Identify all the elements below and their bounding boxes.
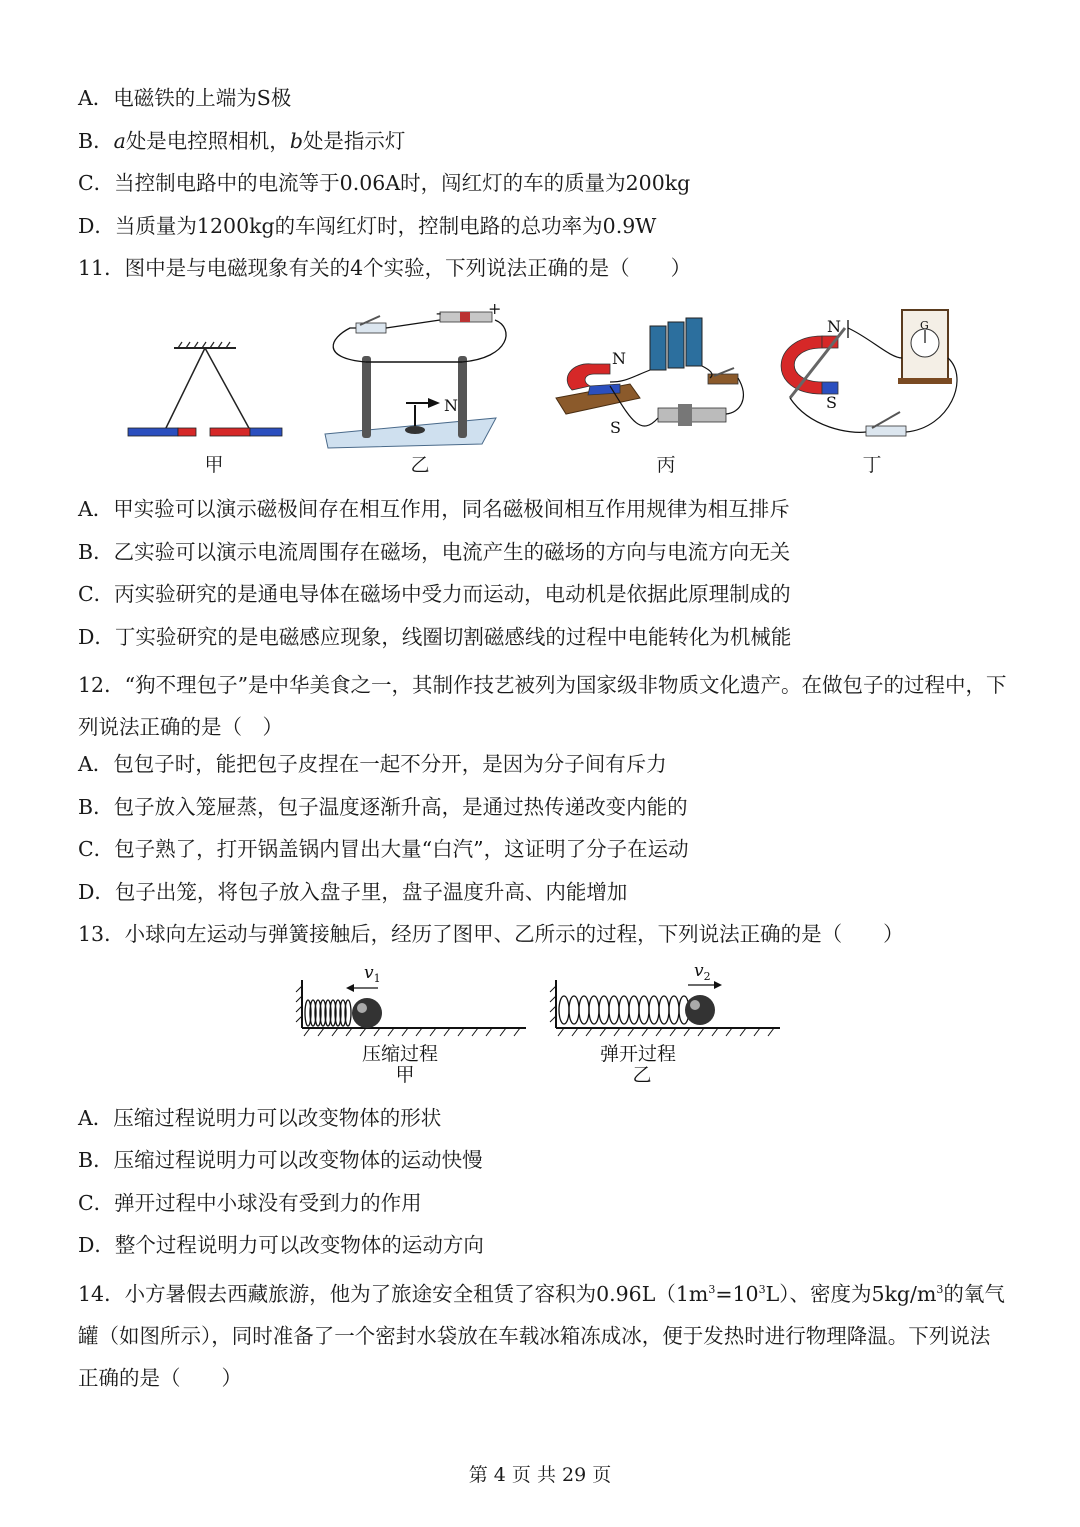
q12-option-a: A．包包子时，能把包子皮捏在一起不分开，是因为分子间有斥力 xyxy=(78,752,667,776)
q11-option-c: C．丙实验研究的是通电导体在磁场中受力而运动，电动机是依据此原理制成的 xyxy=(78,582,791,606)
yi-n-label: N xyxy=(444,396,458,415)
q12-option-c: C．包子熟了，打开锅盖锅内冒出大量“白汽”，这证明了分子在运动 xyxy=(78,837,689,861)
q11-option-a: A．甲实验可以演示磁极间存在相互作用，同名磁极间相互作用规律为相互排斥 xyxy=(78,497,790,521)
ding-s-label: S xyxy=(826,393,837,412)
caption-bing: 丙 xyxy=(656,454,676,476)
q12-option-d: D．包子出笼，将包子放入盘子里，盘子温度升高、内能增加 xyxy=(78,880,628,904)
release-caption: 乙 xyxy=(632,1064,652,1086)
q13-stem: 13．小球向左运动与弹簧接触后，经历了图甲、乙所示的过程，下列说法正确的是（ ） xyxy=(78,922,904,946)
caption-jia: 甲 xyxy=(204,454,224,476)
spring-release-figure xyxy=(550,961,780,1086)
yi-plus-label: + xyxy=(488,299,502,318)
compress-label: 压缩过程 xyxy=(361,1043,439,1065)
q12-option-b: B．包子放入笼屉蒸，包子温度逐渐升高，是通过热传递改变内能的 xyxy=(78,795,688,819)
bing-n-label: N xyxy=(612,349,626,368)
figure-jia-magnets xyxy=(128,342,282,436)
q13-option-c: C．弹开过程中小球没有受到力的作用 xyxy=(78,1191,422,1215)
q11-option-b: B．乙实验可以演示电流周围存在磁场，电流产生的磁场的方向与电流方向无关 xyxy=(78,540,791,564)
yi-minus-label: - xyxy=(436,303,442,322)
q10-option-a: A．电磁铁的上端为S极 xyxy=(78,86,292,110)
page-footer: 第 4 页 共 29 页 xyxy=(468,1464,612,1486)
q13-option-d: D．整个过程说明力可以改变物体的运动方向 xyxy=(78,1233,484,1257)
q10-option-c: C．当控制电路中的电流等于0.06A时，闯红灯的车的质量为200kg xyxy=(78,171,691,195)
spring-compress-figure xyxy=(296,963,526,1086)
ding-n-label: N xyxy=(827,317,841,336)
figure-yi-oersted xyxy=(325,299,506,448)
figure-bing-motor xyxy=(556,318,743,437)
figure-ding-induction xyxy=(781,310,957,436)
q13-figure xyxy=(290,958,790,1088)
caption-ding: 丁 xyxy=(862,454,882,476)
q10-option-b: B．a处是电控照相机，b处是指示灯 xyxy=(78,129,406,153)
ding-g-label: G xyxy=(920,319,929,332)
v2-label: $v_2$ xyxy=(694,961,711,983)
v1-label: $v_1$ xyxy=(364,963,381,985)
q10-option-d: D．当质量为1200kg的车闯红灯时，控制电路的总功率为0.9W xyxy=(78,214,657,238)
compress-caption: 甲 xyxy=(395,1064,415,1086)
q11-stem: 11．图中是与电磁现象有关的4个实验，下列说法正确的是（ ） xyxy=(78,256,692,280)
caption-yi: 乙 xyxy=(410,454,430,476)
q11-figure xyxy=(110,298,970,453)
q13-option-a: A．压缩过程说明力可以改变物体的形状 xyxy=(78,1106,442,1130)
q13-option-b: B．压缩过程说明力可以改变物体的运动快慢 xyxy=(78,1148,483,1172)
q11-option-d: D．丁实验研究的是电磁感应现象，线圈切割磁感线的过程中电能转化为机械能 xyxy=(78,625,792,649)
q14-stem: 14．小方暑假去西藏旅游，他为了旅途安全租赁了容积为$0.96L(1m^3=10^3L)$、密度为$5kg/m^3$的氧气罐（如图所示），同时准备了一个密封水袋放在车载冰箱冻成冰，便于发热时进行物理降温。下列说法正确的是（ ） xyxy=(78,1282,1005,1390)
bing-s-label: S xyxy=(610,418,621,437)
release-label: 弹开过程 xyxy=(599,1043,677,1065)
q12-stem: 12．“狗不理包子”是中华美食之一，其制作技艺被列为国家级非物质文化遗产。在做包子的过程中，下列说法正确的是（ ） xyxy=(78,673,1007,739)
